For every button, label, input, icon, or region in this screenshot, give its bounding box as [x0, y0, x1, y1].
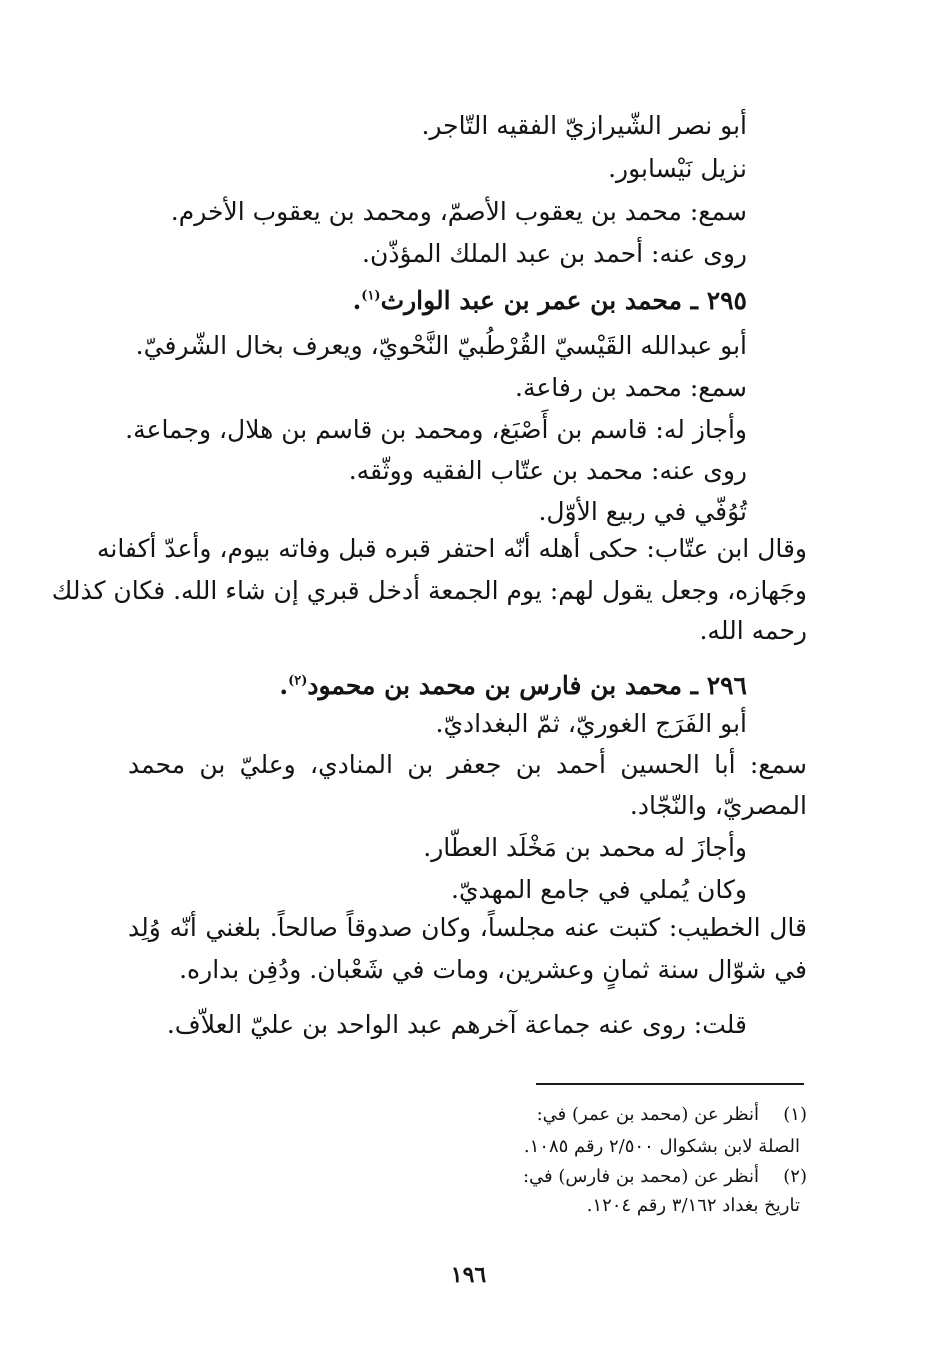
entry-heading-text: ٢٩٦ ـ محمد بن فارس بن محمد بن محمود [307, 671, 747, 700]
text-line: وقال ابن عتّاب: حكى أهله أنّه احتفر قبره قبل وفاته بيوم، وأعدّ أكفانه [96, 534, 807, 563]
text-line: وأجازَ له محمد بن مَخْلَد العطّار. [423, 833, 747, 862]
footnote-separator [536, 1083, 804, 1085]
footnote-ref: (١) [361, 288, 381, 304]
footnote-text: الصلة لابن بشكوال ٢/٥٠٠ رقم ١٠٨٥. [523, 1136, 800, 1157]
heading-period: . [279, 671, 289, 700]
heading-period: . [352, 286, 362, 315]
text-line: نزيل نَيْسابور. [608, 154, 747, 183]
text-line: وكان يُملي في جامع المهديّ. [451, 875, 747, 904]
page-number: ١٩٦ [450, 1262, 487, 1288]
text-line: تُوُفّي في ربيع الأوّل. [538, 497, 747, 526]
text-line: أبو نصر الشّيرازيّ الفقيه التّاجر. [421, 111, 747, 140]
text-line: رحمه الله. [699, 616, 807, 645]
footnote-text: أنظر عن (محمد بن عمر) في: [536, 1104, 759, 1125]
text-line: سمع: أبا الحسين أحمد بن جعفر بن المنادي، وعليّ بن محمد [128, 750, 807, 779]
footnote-text: تاريخ بغداد ٣/١٦٢ رقم ١٢٠٤. [586, 1195, 800, 1216]
text-line: أبو الفَرَج الغوريّ، ثمّ البغداديّ. [435, 709, 747, 738]
footnote-number: (٢) [783, 1166, 807, 1187]
footnote-text: أنظر عن (محمد بن فارس) في: [522, 1166, 759, 1187]
text-line: في شوّال سنة ثمانٍ وعشرين، ومات في شَعْبان. ودُفِن بداره. [179, 955, 807, 984]
text-line: سمع: محمد بن رفاعة. [515, 373, 747, 402]
text-line: سمع: محمد بن يعقوب الأصمّ، ومحمد بن يعقوب الأخرم. [170, 197, 747, 226]
entry-heading-295 [353, 283, 747, 319]
text-line: المصريّ، والنّجّاد. [629, 791, 807, 820]
text-line: قلت: روى عنه جماعة آخرهم عبد الواحد بن عليّ العلاّف. [166, 1010, 747, 1039]
text-line: أبو عبدالله القَيْسيّ القُرْطُبيّ النَّحْويّ، ويعرف بخال الشّرفيّ. [135, 331, 747, 360]
entry-heading-text: ٢٩٥ ـ محمد بن عمر بن عبد الوارث [380, 286, 747, 315]
text-line: وأجاز له: قاسم بن أَصْبَغ، ومحمد بن قاسم بن هلال، وجماعة. [125, 415, 747, 444]
entry-heading-296 [279, 668, 747, 704]
footnote-ref: (٢) [288, 673, 308, 689]
text-line: روى عنه: محمد بن عتّاب الفقيه ووثّقه. [348, 456, 747, 485]
text-line: وجَهازه، وجعل يقول لهم: يوم الجمعة أدخل قبري إن شاء الله. فكان كذلك [51, 576, 807, 605]
text-line: قال الخطيب: كتبت عنه مجلساً، وكان صدوقاً صالحاً. بلغني أنّه وُلِد [128, 913, 807, 942]
text-line: روى عنه: أحمد بن عبد الملك المؤذّن. [362, 239, 747, 268]
footnote-number: (١) [783, 1104, 807, 1125]
